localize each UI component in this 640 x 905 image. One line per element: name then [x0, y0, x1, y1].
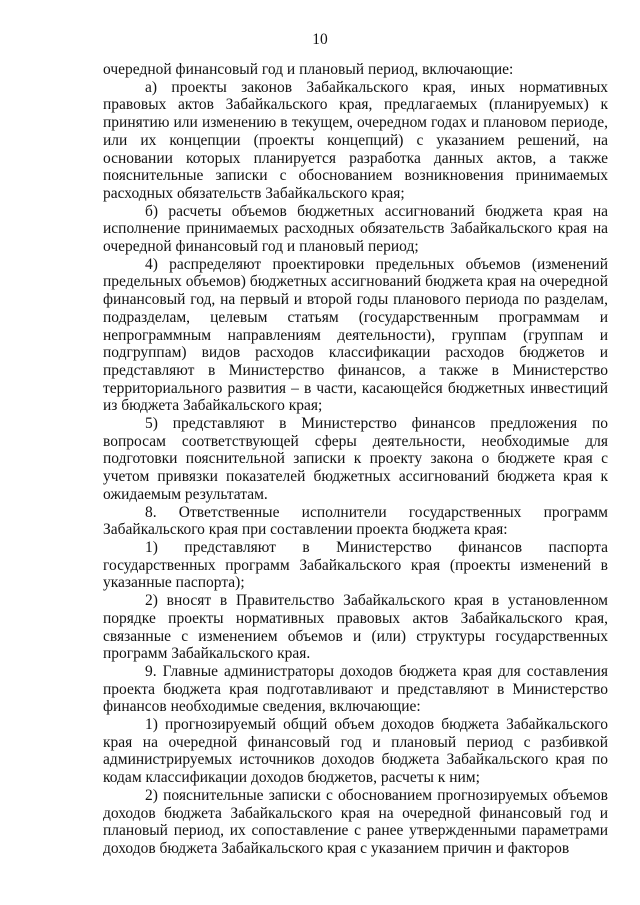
paragraph-item-5: 5) представляют в Министерство финансов предложения по вопросам соответствующей сферы деятельности, необходимые для подготовки пояснительной записки к проекту закона о бюджете края с учетом привязки показателей бюджетных ассигнований бюджета края к ожидаемым результатам. [103, 415, 608, 503]
paragraph-item-a: а) проекты законов Забайкальского края, иных нормативных правовых актов Забайкальского края, предлагаемых (планируемых) к принятию или изменению в текущем, очередном годах и плановом периоде, или их концепции (проекты концепций) с указанием решений, на основании которых планируется разработка данных актов, а также пояснительные записки с обоснованием возникновения принимаемых расходных обязательств Забайкальского края; [103, 78, 608, 202]
paragraph-section-8: 8. Ответственные исполнители государственных программ Забайкальского края при составлении проекта бюджета края: [103, 503, 608, 539]
paragraph-section-9-item-1: 1) прогнозируемый общий объем доходов бюджета Забайкальского края на очередной финансовый год и плановый период с разбивкой администрируемых источников доходов бюджета Забайкальского края по кодам классификации доходов бюджетов, расчеты к ним; [103, 716, 608, 787]
document-body [103, 61, 608, 858]
paragraph-item-4: 4) распределяют проектировки предельных объемов (изменений предельных объемов) бюджетных ассигнований бюджета края на очередной финансовый год, на первый и второй годы планового периода по разделам, подразделам, целевым статьям (государственным программам и непрограммным направлениям деятельности), группам (группам и подгруппам) видов расходов классификации расходов бюджетов и представляют в Министерство финансов, а также в Министерство территориального развития – в части, касающейся бюджетных инвестиций из бюджета Забайкальского края; [103, 255, 608, 415]
paragraph-section-8-item-1: 1) представляют в Министерство финансов паспорта государственных программ Забайкальского края (проекты изменений в указанные паспорта); [103, 538, 608, 592]
page-number: 10 [312, 31, 328, 48]
paragraph-section-9-item-2: 2) пояснительные записки с обоснованием прогнозируемых объемов доходов бюджета Забайкальского края на очередной финансовый год и плановый период, их сопоставление с ранее утвержденными параметрами доходов бюджета Забайкальского края с указанием причин и факторов [103, 786, 608, 857]
paragraph-continuation: очередной финансовый год и плановый период, включающие: [103, 61, 514, 78]
paragraph-section-8-item-2: 2) вносят в Правительство Забайкальского края в установленном порядке проекты нормативных правовых актов Забайкальского края, связанные с изменением объемов и (или) структуры государственных программ Забайкальского края. [103, 592, 608, 663]
paragraph-section-9: 9. Главные администраторы доходов бюджета края для составления проекта бюджета края подготавливают и представляют в Министерство финансов необходимые сведения, включающие: [103, 662, 608, 716]
paragraph-item-b: б) расчеты объемов бюджетных ассигнований бюджета края на исполнение принимаемых расходных обязательств Забайкальского края на очередной финансовый год и плановый период; [103, 202, 608, 256]
